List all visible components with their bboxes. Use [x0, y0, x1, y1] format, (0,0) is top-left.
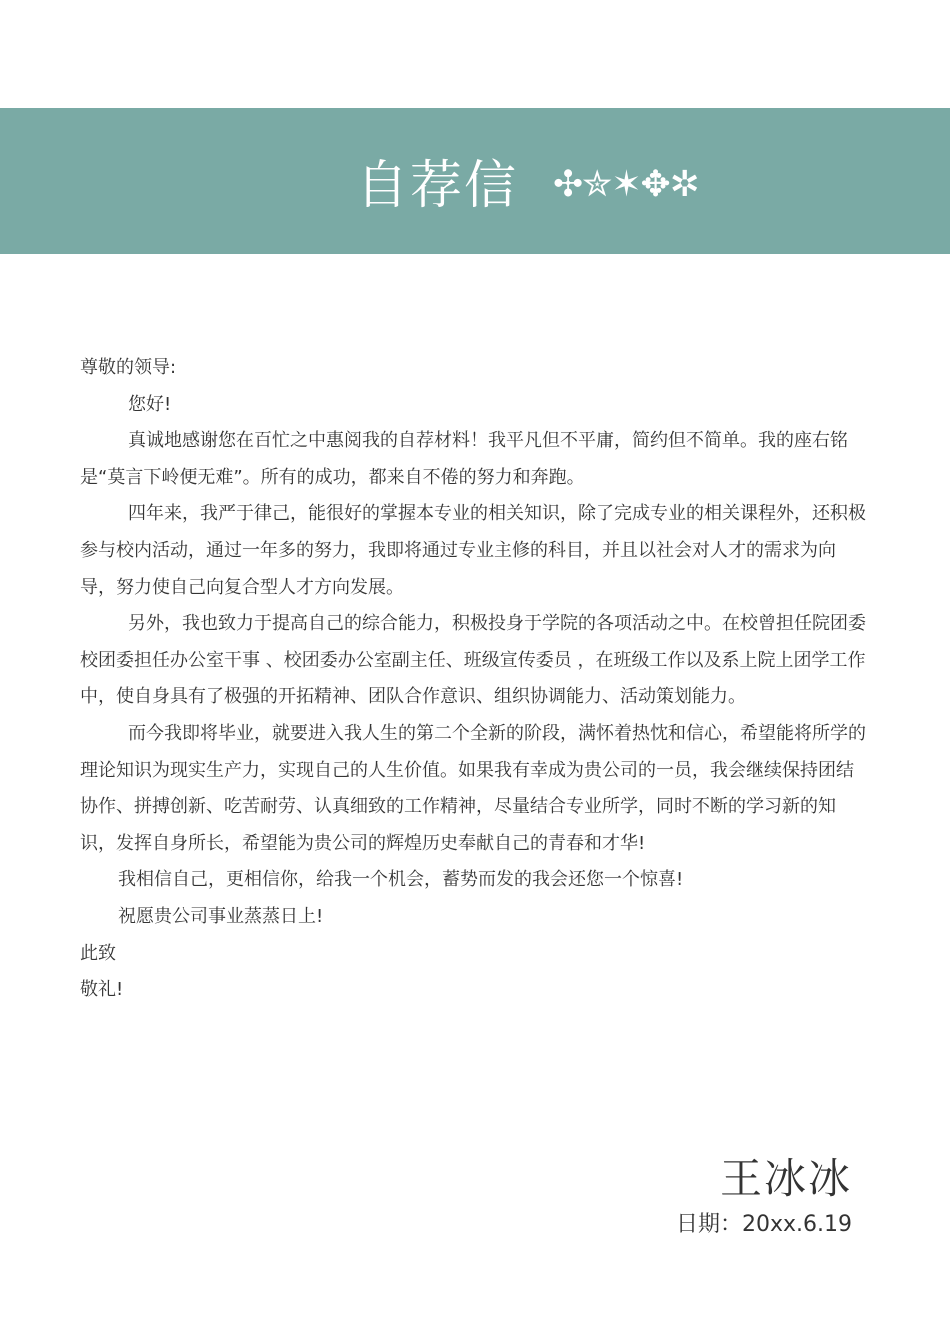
sign-off-cizhi: 此致	[80, 942, 116, 964]
signature-date: 日期：20xx.6.19	[675, 1212, 852, 1237]
closing-line: 祝愿贵公司事业蒸蒸日上!	[118, 905, 324, 927]
closing-line: 我相信自己，更相信你，给我一个机会，蓄势而发的我会还您一个惊喜!	[118, 869, 684, 891]
signature-name: 王冰冰	[719, 1154, 852, 1203]
sign-off-jingli: 敬礼!	[80, 979, 124, 1001]
ornament-icon: ✣✮✶✥✲	[553, 164, 699, 205]
body-paragraph: 另外，我也致力于提高自己的综合能力，积极投身于学院的各项活动之中。在校曾担任院团委校团委担任办公室干事 、校团委办公室副主任、班级宣传委员 ，在班级工作以及系上院上团学工作中，使自身具有了极强的开拓精神、团队合作意识、组织协调能力、活动策划能力。	[80, 613, 866, 708]
letter-body	[80, 350, 870, 1009]
greeting: 您好!	[128, 393, 172, 415]
body-paragraph: 四年来，我严于律己，能很好的掌握本专业的相关知识，除了完成专业的相关课程外，还积极参与校内活动，通过一年多的努力，我即将通过专业主修的科目，并且以社会对人才的需求为向导，努力使自己向复合型人才方向发展。	[80, 503, 866, 598]
salutation: 尊敬的领导:	[80, 357, 177, 378]
body-paragraph: 真诚地感谢您在百忙之中惠阅我的自荐材料！我平凡但不平庸，简约但不简单。我的座右铭是“莫言下岭便无难”。所有的成功，都来自不倦的努力和奔跑。	[80, 430, 848, 488]
body-paragraph: 而今我即将毕业，就要进入我人生的第二个全新的阶段，满怀着热忱和信心，希望能将所学的理论知识为现实生产力，实现自己的人生价值。如果我有幸成为贵公司的一员，我会继续保持团结协作、拼搏创新、吃苦耐劳、认真细致的工作精神，尽量结合专业所学，同时不断的学习新的知识，发挥自身所长，希望能为贵公司的辉煌历史奉献自己的青春和才华!	[80, 722, 866, 854]
page-title: 自荐信	[356, 156, 519, 216]
